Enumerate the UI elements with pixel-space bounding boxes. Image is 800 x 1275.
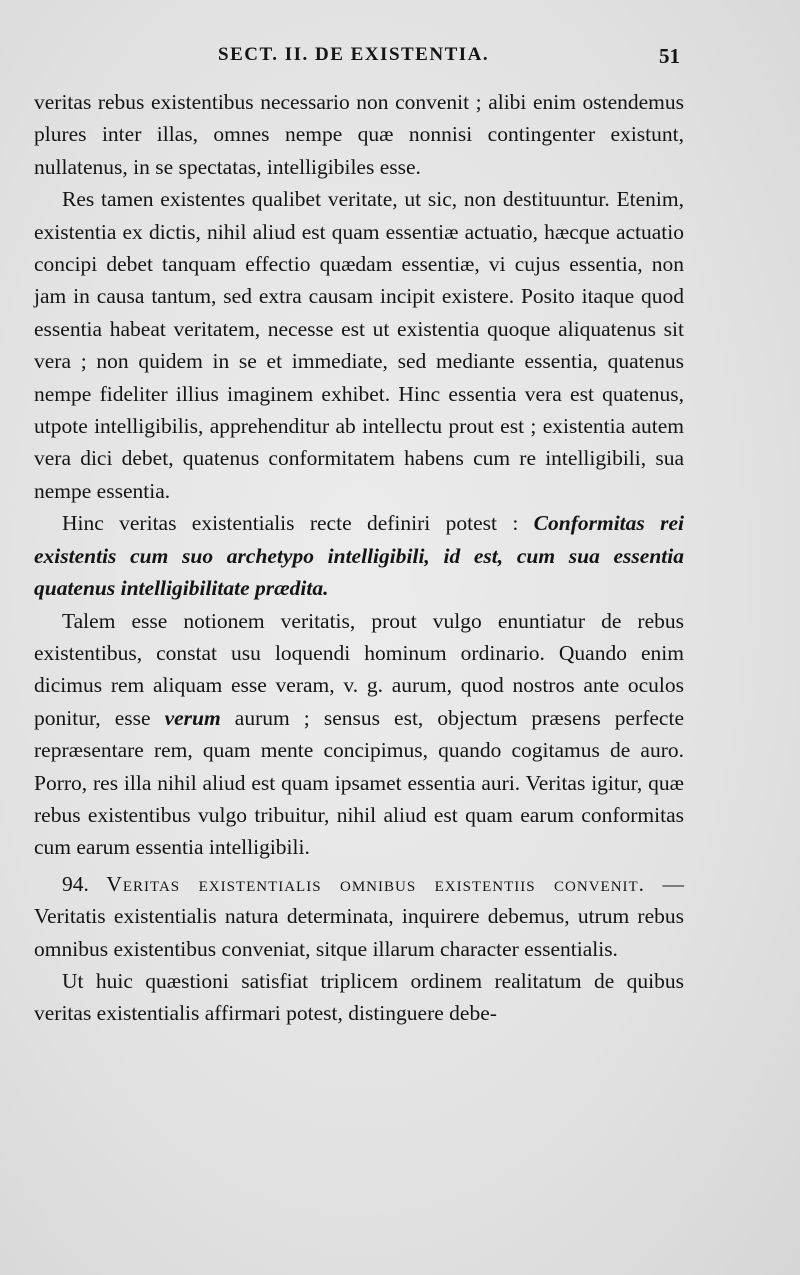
text-run: aurum ; sensus est, objectum præsens perfecte repræsentare rem, quam mente concipimus, quando cogitamus de auro. Porro, res illa nihil aliud est quam ipsamet essentia auri. Veritas igitur, quæ rebus existentibus vulgo tribuitur, nihil aliud est quam earum conformitas cum earum essentia intelligibili. bbox=[34, 705, 684, 860]
paragraph bbox=[34, 605, 684, 864]
paragraph: Res tamen existentes qualibet veritate, ut sic, non destituuntur. Etenim, existentia ex dictis, nihil aliud est quam essentiæ actuatio, hæcque actuatio concipi debet tanquam effectio quædam essentiæ, vi cujus essentia, non jam in causa tantum, sed extra causam incipit existere. Posito itaque quod essentia habeat veritatem, necesse est ut existentia quoque aliquatenus sit vera ; non quidem in se et immediate, sed mediante essentia, quatenus nempe fideliter illius imaginem exhibet. Hinc essentia vera est quatenus, utpote intelligibilis, apprehenditur ab intellectu prout est ; existentia autem vera dici debet, quatenus conformitatem habens cum re intelligibili, sua nempe essentia. bbox=[34, 187, 684, 503]
page-number: 51 bbox=[659, 44, 680, 68]
page-header bbox=[0, 36, 800, 76]
section-heading: Veritas existentialis omnibus existentiis convenit. bbox=[106, 871, 646, 896]
body-text bbox=[34, 86, 684, 1030]
text-run: — Veritatis existentialis natura determinata, inquirere debemus, utrum rebus omnibus existentibus conveniat, sitque illarum character essentialis. bbox=[34, 871, 684, 961]
definition-lead: Hinc veritas existentialis recte definiri potest : bbox=[62, 511, 534, 536]
paragraph-continuation: veritas rebus existentibus necessario non convenit ; alibi enim ostendemus plures inter illas, omnes nempe quæ nonnisi contingenter existunt, nullatenus, in se spectatas, intelligibiles esse. bbox=[34, 90, 684, 179]
definition-paragraph bbox=[34, 507, 684, 604]
section-number: 94. bbox=[62, 871, 107, 896]
paragraph: Ut huic quæstioni satisfiat triplicem ordinem realitatum de quibus veritas existentialis affirmari potest, distinguere debe- bbox=[34, 968, 684, 1026]
emphasis-text: verum bbox=[164, 705, 221, 730]
definition-text: Conformitas rei existentis cum suo archetypo intelligibili, id est, cum sua essentia quatenus intelligibilitate prædita. bbox=[34, 511, 684, 601]
running-title: SECT. II. DE EXISTENTIA. bbox=[218, 44, 490, 65]
text-run: Talem esse notionem veritatis, prout vulgo enuntiatur de rebus existentibus, constat usu loquendi hominum ordinario. Quando enim dicimus rem aliquam esse veram, v. g. aurum, quod nostros ante oculos ponitur, esse bbox=[34, 608, 684, 730]
section-paragraph bbox=[34, 868, 684, 965]
